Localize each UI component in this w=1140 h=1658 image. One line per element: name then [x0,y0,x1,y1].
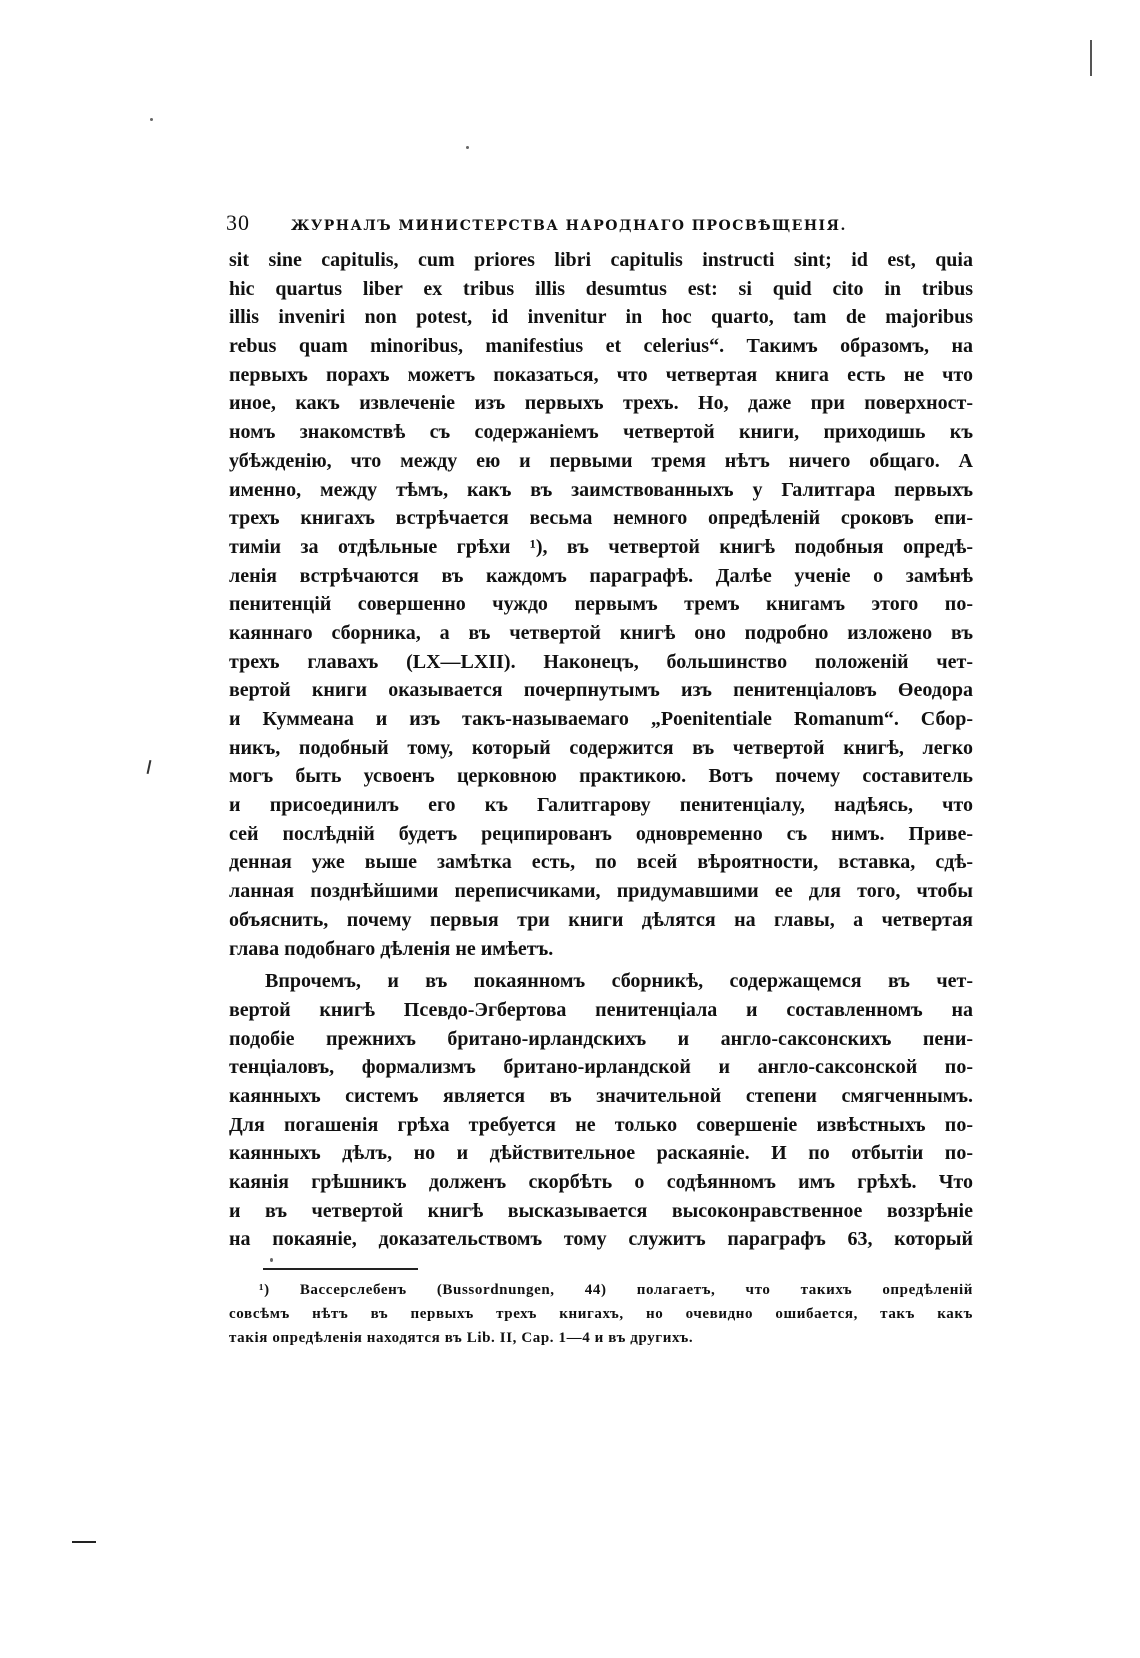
text-line: именно, между тѣмъ, какъ въ заимствованныхъ у Галитгара первыхъ [229,478,973,501]
text-line: сей послѣдній будетъ реципированъ одновременно съ нимъ. Приве- [229,822,973,845]
footnote-line: такія опредѣленія находятся въ Lib. II, Cap. 1—4 и въ другихъ. [229,1330,694,1346]
text-line: трехъ главахъ (LX—LXII). Наконецъ, большинство положеній чет- [229,650,973,673]
text-line: никъ, подобный тому, который содержится въ четвертой книгѣ, легко [229,736,973,759]
text-line: тенціаловъ, формализмъ британо-ирландской и англо-саксонской по- [229,1056,973,1079]
text-line: объяснить, почему первыя три книги дѣлятся на главы, а четвертая [229,908,973,931]
margin-mark [147,760,152,774]
footnote-line: ¹) Вассерслебенъ (Bussordnungen, 44) полагаетъ, что такихъ опредѣленій [259,1282,973,1298]
text-line: глава подобнаго дѣленія не имѣетъ. [229,937,554,960]
text-line: денная уже выше замѣтка есть, по всей вѣроятности, вставка, сдѣ- [229,851,973,874]
scan-speck [150,118,153,121]
footnote-rule [263,1268,418,1270]
scan-edge-mark [1090,40,1092,76]
text-line: вертой книги оказывается почерпнутымъ изъ пенитенціаловъ Өеодора [229,679,973,702]
page-header [226,210,976,240]
text-line: вертой книгѣ Псевдо-Эгбертова пенитенціала и составленномъ на [229,998,973,1021]
text-line: ленія встрѣчаются въ каждомъ параграфѣ. Далѣе ученіе о замѣнѣ [229,564,973,587]
page-number: 30 [226,210,250,235]
text-line: каянныхъ системъ является въ значительной степени смягченнымъ. [229,1084,973,1107]
text-line: и присоединилъ его къ Галитгарову пенитенціалу, надѣясь, что [229,794,973,817]
footnotes [229,1278,973,1350]
running-head: ЖУРНАЛЪ МИНИСТЕРСТВА НАРОДНАГО ПРОСВѢЩЕНІЯ. [291,218,847,234]
text-line: каяннаго сборника, а въ четвертой книгѣ оно подробно изложено въ [229,621,973,644]
text-line: иное, какъ извлеченіе изъ первыхъ трехъ. Но, даже при поверхност- [229,392,973,415]
paragraph-1 [229,246,973,963]
body-text [229,246,973,1254]
text-line: и Куммеана и изъ такъ-называемаго „Poenitentiale Romanum“. Сбор- [229,708,973,730]
text-line: illis inveniri non potest, id invenitur in hoc quarto, tam de majoribus [229,306,973,329]
text-line: убѣжденію, что между ею и первыми тремя нѣтъ ничего общаго. А [229,449,973,472]
paragraph-2 [229,967,973,1254]
text-line: подобіе прежнихъ британо-ирландскихъ и англо-саксонскихъ пени- [229,1027,973,1050]
text-line: Впрочемъ, и въ покаянномъ сборникѣ, содержащемся въ чет- [265,970,973,993]
scan-speck [466,146,469,149]
text-line: трехъ книгахъ встрѣчается весьма немного опредѣленій сроковъ епи- [229,507,973,530]
text-line: каянія грѣшникъ долженъ скорбѣть о содѣянномъ имъ грѣхѣ. Что [229,1171,973,1193]
text-line: могъ быть усвоенъ церковною практикою. Вотъ почему составитель [229,765,973,788]
text-line: Для погашенія грѣха требуется не только совершеніе извѣстныхъ по- [229,1113,973,1136]
text-line: rebus quam minoribus, manifestius et celerius“. Такимъ образомъ, на [229,335,973,358]
margin-dash [72,1541,96,1543]
text-line: первыхъ порахъ можетъ показаться, что четвертая книга есть не что [229,363,973,386]
text-line: каянныхъ дѣлъ, но и дѣйствительное раскаяніе. И по отбытіи по- [229,1142,973,1165]
text-line: тиміи за отдѣльные грѣхи ¹), въ четвертой книгѣ подобныя опредѣ- [229,535,973,558]
text-line: на покаяніе, доказательствомъ тому служитъ параграфъ 63, который [229,1228,973,1251]
text-line: и въ четвертой книгѣ высказывается высоконравственное воззрѣніе [229,1199,973,1222]
text-line: hic quartus liber ex tribus illis desumtus est: si quid cito in tribus [229,277,973,300]
text-line: ланная позднѣйшими переписчиками, придумавшими ее для того, чтобы [229,880,973,903]
scan-speck [270,1258,273,1262]
footnote-line: совсѣмъ нѣтъ въ первыхъ трехъ книгахъ, но очевидно ошибается, такъ какъ [229,1306,973,1322]
text-line: пенитенцій совершенно чуждо первымъ тремъ книгамъ этого по- [229,593,973,616]
text-line: sit sine capitulis, cum priores libri capitulis instructi sint; id est, quia [229,249,973,271]
text-line: номъ знакомствѣ съ содержаніемъ четвертой книги, приходишь къ [229,421,973,444]
